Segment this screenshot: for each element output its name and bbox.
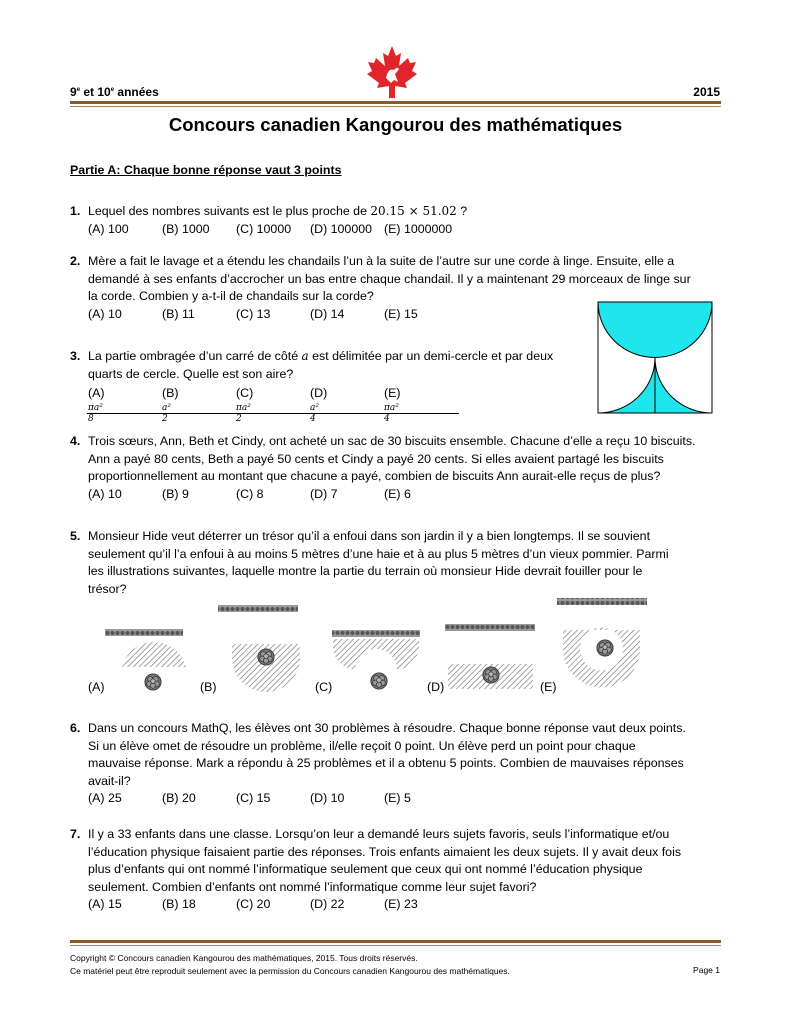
tree-icon [371, 673, 387, 689]
option-e: (E) 5 [384, 791, 411, 805]
search-region-a [122, 642, 186, 667]
question-text-line: Ann a payé 80 cents, Beth a payé 50 cents et Cindy a payé 20 cents. Si elles avaient partagé les biscuits [88, 451, 664, 466]
question-number: 6. [70, 721, 81, 735]
copyright-line: Copyright © Concours canadien Kangourou des mathématiques, 2015. Tous droits réservés. [70, 953, 418, 963]
year: 2015 [693, 85, 720, 99]
option-c: (C) 13 [236, 306, 271, 321]
question-3 [70, 348, 590, 424]
question-text-line: demandé à ses enfants d’accrocher un bas entre chaque chandail. Il y a maintenant 29 morceaux de linge sur [88, 271, 691, 286]
answer-options [88, 896, 730, 914]
hedge-icon [332, 630, 420, 637]
tree-icon [145, 674, 161, 690]
option-e: (E) $\frac{\text{πa²}}{4}$ [384, 385, 458, 424]
question-5 [70, 528, 730, 598]
option-d: (D) 7 [310, 486, 338, 501]
option-b: (B) 20 [162, 791, 196, 805]
option-e: (E) 6 [384, 486, 411, 501]
question-text-line: l’éducation physique faisaient partie des réponses. Trois enfants aimaient les deux sujets. Il y avait deux fois [88, 844, 682, 859]
tree-icon [483, 667, 499, 683]
option-b: (B) 9 [162, 486, 189, 501]
question-1 [70, 203, 730, 238]
hedge-icon [105, 629, 183, 636]
tree-icon [258, 649, 274, 665]
question-7 [70, 826, 730, 914]
answer-options [88, 790, 730, 808]
option-b: (B) 18 [162, 897, 196, 911]
maple-leaf-kangaroo-icon [364, 44, 420, 100]
question-text-line: avait-il? [88, 773, 131, 788]
tree-icon [597, 640, 613, 656]
option-c: (C) 8 [236, 486, 264, 501]
option-a: (A) 10 [88, 486, 122, 501]
question-text-line: seulement. Combien d’enfants ont nommé l’informatique comme leur sujet favori? [88, 879, 537, 894]
part-a-heading: Partie A: Chaque bonne réponse vaut 3 points [70, 163, 342, 177]
option-d-label: (D) [427, 680, 445, 694]
option-b: (B) $\frac{\text{a²}}{2}$ [162, 385, 236, 424]
option-e: (E) 15 [384, 306, 418, 321]
page-number: Page 1 [693, 965, 720, 975]
option-d: (D) $\frac{\text{a²}}{4}$ [310, 385, 384, 424]
question-text-line: proportionnellement au montant que chacune a payé, combien de biscuits Ann aurait-elle reçus de plus? [88, 469, 661, 483]
grade-level: 9e et 10e années [70, 85, 159, 99]
question-text-line: Mère a fait le lavage et a étendu les chandails l’un à la suite de l’autre sur une corde à linge. Ensuite, elle a [88, 254, 675, 268]
question-text-line: Dans un concours MathQ, les élèves ont 30 problèmes à résoudre. Chaque bonne réponse vaut deux points. [88, 721, 686, 735]
option-a-label: (A) [88, 680, 105, 694]
question-number: 4. [70, 434, 81, 448]
option-a: (A) 25 [88, 791, 122, 805]
hedge-icon [445, 624, 535, 631]
question-number: 2. [70, 254, 81, 268]
option-a: (A) 15 [88, 897, 122, 911]
option-c: (C) $\frac{\text{πa²}}{2}$ [236, 385, 310, 424]
option-c: (C) 10000 [236, 221, 292, 236]
question-text-line: La partie ombragée d’un carré de côté a est délimitée par un demi-cercle et par deux [88, 349, 554, 363]
hedge-icon [218, 605, 298, 612]
answer-options [88, 486, 730, 504]
question-text-line: seulement qu’il l’a enfoui à au moins 5 mètres d’une haie et à au plus 5 mètres d’un vieux pommier. Parmi [88, 546, 669, 561]
question-4 [70, 433, 730, 503]
option-d: (D) 10 [310, 791, 345, 805]
option-e-label: (E) [540, 680, 557, 694]
question-number: 1. [70, 204, 81, 218]
copyright-notice [70, 952, 721, 978]
option-b: (B) 1000 [162, 221, 210, 236]
option-b-label: (B) [200, 680, 217, 694]
option-c-label: (C) [315, 680, 333, 694]
question-text-line: les illustrations suivantes, laquelle montre la partie du terrain où monsieur Hide devrait fouiller pour le [88, 564, 643, 578]
option-a: (A) 100 [88, 221, 129, 236]
question-number: 7. [70, 827, 81, 841]
search-region-e [563, 628, 640, 688]
hedge-icon [557, 598, 647, 605]
question-text-line: Si un élève omet de résoudre un problème, il/elle reçoit 0 point. Un élève perd un point pour chaque [88, 738, 636, 753]
question-text-line: trésor? [88, 581, 127, 596]
question-text-line: quarts de cercle. Quelle est son aire? [88, 366, 294, 381]
page-title: Concours canadien Kangourou des mathématiques [168, 114, 623, 135]
option-a: (A) $\frac{\text{πa²}}{8}$ [88, 385, 162, 424]
header-rule [70, 101, 721, 104]
question-text-line: mauvaise réponse. Mark a répondu à 25 problèmes et il a obtenu 5 points. Combien de mauvaises réponses [88, 756, 684, 770]
answer-options [88, 385, 590, 424]
question-text-line: Trois sœurs, Ann, Beth et Cindy, ont acheté un sac de 30 biscuits ensemble. Chacune d’elle a reçu 10 biscuits. [88, 434, 696, 448]
option-d: (D) 100000 [310, 221, 372, 236]
option-d: (D) 22 [310, 897, 345, 911]
garden-options-figure [70, 594, 720, 704]
permission-line: Ce matériel peut être reproduit seulement avec la permission du Concours canadien Kangourou des mathématiques. [70, 966, 510, 976]
footer-rule [70, 940, 721, 943]
search-region-c [333, 639, 419, 670]
option-c: (C) 20 [236, 897, 271, 911]
option-e: (E) 1000000 [384, 221, 453, 236]
shaded-square-figure [597, 301, 713, 414]
question-text-line: Il y a 33 enfants dans une classe. Lorsqu’on leur a demandé leurs sujets favoris, seuls l’informatique et/ou [88, 827, 670, 841]
header-rule-thin [70, 106, 721, 107]
question-6 [70, 720, 730, 808]
footer-rule-thin [70, 945, 721, 946]
question-text-line: plus d’enfants qui ont nommé l’informatique seulement que ceux qui ont nommé l’éducation physique [88, 862, 643, 876]
option-b: (B) 11 [162, 306, 195, 321]
answer-options [88, 221, 730, 239]
question-text: Lequel des nombres suivants est le plus proche de 20.15 × 51.02 ? [88, 204, 468, 218]
question-text-line: Monsieur Hide veut déterrer un trésor qu’il a enfoui dans son jardin il y a bien longtemps. Il se souvient [88, 529, 651, 543]
question-text-line: la corde. Combien y a-t-il de chandails sur la corde? [88, 289, 374, 303]
option-c: (C) 15 [236, 791, 271, 805]
option-d: (D) 14 [310, 306, 345, 321]
question-number: 5. [70, 529, 81, 543]
option-a: (A) 10 [88, 306, 122, 321]
question-number: 3. [70, 349, 81, 363]
option-e: (E) 23 [384, 897, 418, 911]
